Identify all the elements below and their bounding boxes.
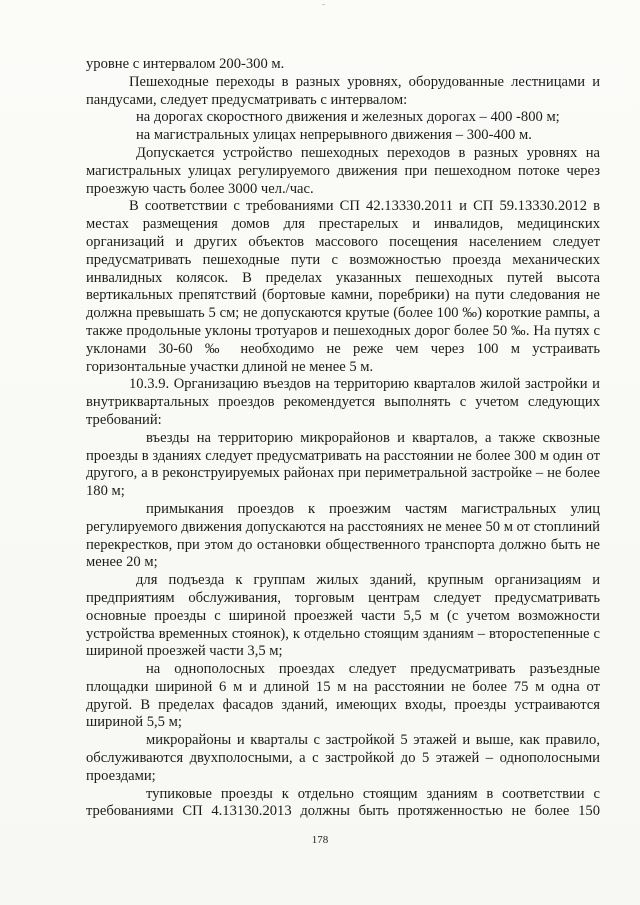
- list-item-junctions: примыкания проездов к проезжим частям магистральных улиц регулируемого движения допускаются на расстояниях не менее 50 м от стоплиний перекрестков, при этом до остановки общественного транспорта должно быть не менее 20 м;: [86, 500, 600, 571]
- list-item-access-roads: для подъезда к группам жилых зданий, крупным организациям и предприятиям обслуживания, торговым центрам следует предусматривать основные проезды с шириной проезжей части 5,5 м (с учетом возможности устройства временных стоянок), к отдельно стоящим зданиям – второстепенные с шириной проезжей части 3,5 м;: [86, 572, 600, 660]
- page-number: 178: [311, 834, 329, 846]
- paragraph-accessibility: В соответствии с требованиями СП 42.13330.2011 и СП 59.13330.2012 в местах размещения домов для престарелых и инвалидов, медицинских организаций и других объектов массового посещения населением следует предусматривать пешеходные пути с возможностью проезда механических инвалидных колясок. В пределах указанных пешеходных путей высота вертикальных препятствий (бортовые камни, поребрики) на пути следования не должна превышать 5 см; не допускаются крутые (более 100 ‰) короткие рампы, а также продольные уклоны тротуаров и пешеходных дорог более 50 ‰. На путях с уклонами 30-60 ‰ необходимо не реже чем через 100 м устраивать горизонтальные участки длиной не менее 5 м.: [86, 198, 600, 375]
- paragraph-regulated-traffic: Допускается устройство пешеходных переходов в разных уровнях на магистральных улицах регулируемого движения при пешеходном потоке через проезжую часть более 3000 чел./час.: [86, 144, 600, 197]
- paragraph-continuation: уровне с интервалом 200-300 м.: [86, 56, 285, 72]
- list-item-entrances: въезды на территорию микрорайонов и кварталов, а также сквозные проезды в зданиях следует предусматривать на расстоянии не более 300 м один от другого, а в реконструируемых районах при периметральной застройке – не более 180 м;: [86, 429, 600, 500]
- list-item-dead-end-roads: тупиковые проезды к отдельно стоящим зданиям в соответствии с требованиями СП 4.13130.2013 должны быть протяженностью не более 150: [86, 785, 600, 820]
- list-item-main-streets: на магистральных улицах непрерывного движения – 300-400 м.: [136, 127, 532, 144]
- list-item-single-lane: на однополосных проездах следует предусматривать разъездные площадки шириной 6 м и длиной 15 м на расстоянии не более 75 м одна от другой. В пределах фасадов зданий, имеющих входы, проезды устраиваются шириной 5,5 м;: [86, 661, 600, 731]
- body-text: [86, 56, 600, 821]
- list-item-microdistricts: микрорайоны и кварталы с застройкой 5 этажей и выше, как правило, обслуживаются двухполосными, а с застройкой до 5 этажей – однополосными проездами;: [86, 732, 600, 784]
- paragraph-pedestrian-crossings: Пешеходные переходы в разных уровнях, оборудованные лестницами и пандусами, следует предусматривать с интервалом:: [86, 73, 600, 108]
- section-10-3-9: 10.3.9. Организацию въездов на территорию кварталов жилой застройки и внутриквартальных проездов рекомендуется выполнять с учетом следующих требований:: [86, 376, 600, 428]
- list-item-high-speed-roads: на дорогах скоростного движения и железных дорогах – 400 -800 м;: [136, 109, 560, 126]
- scan-speck: [322, 4, 325, 5]
